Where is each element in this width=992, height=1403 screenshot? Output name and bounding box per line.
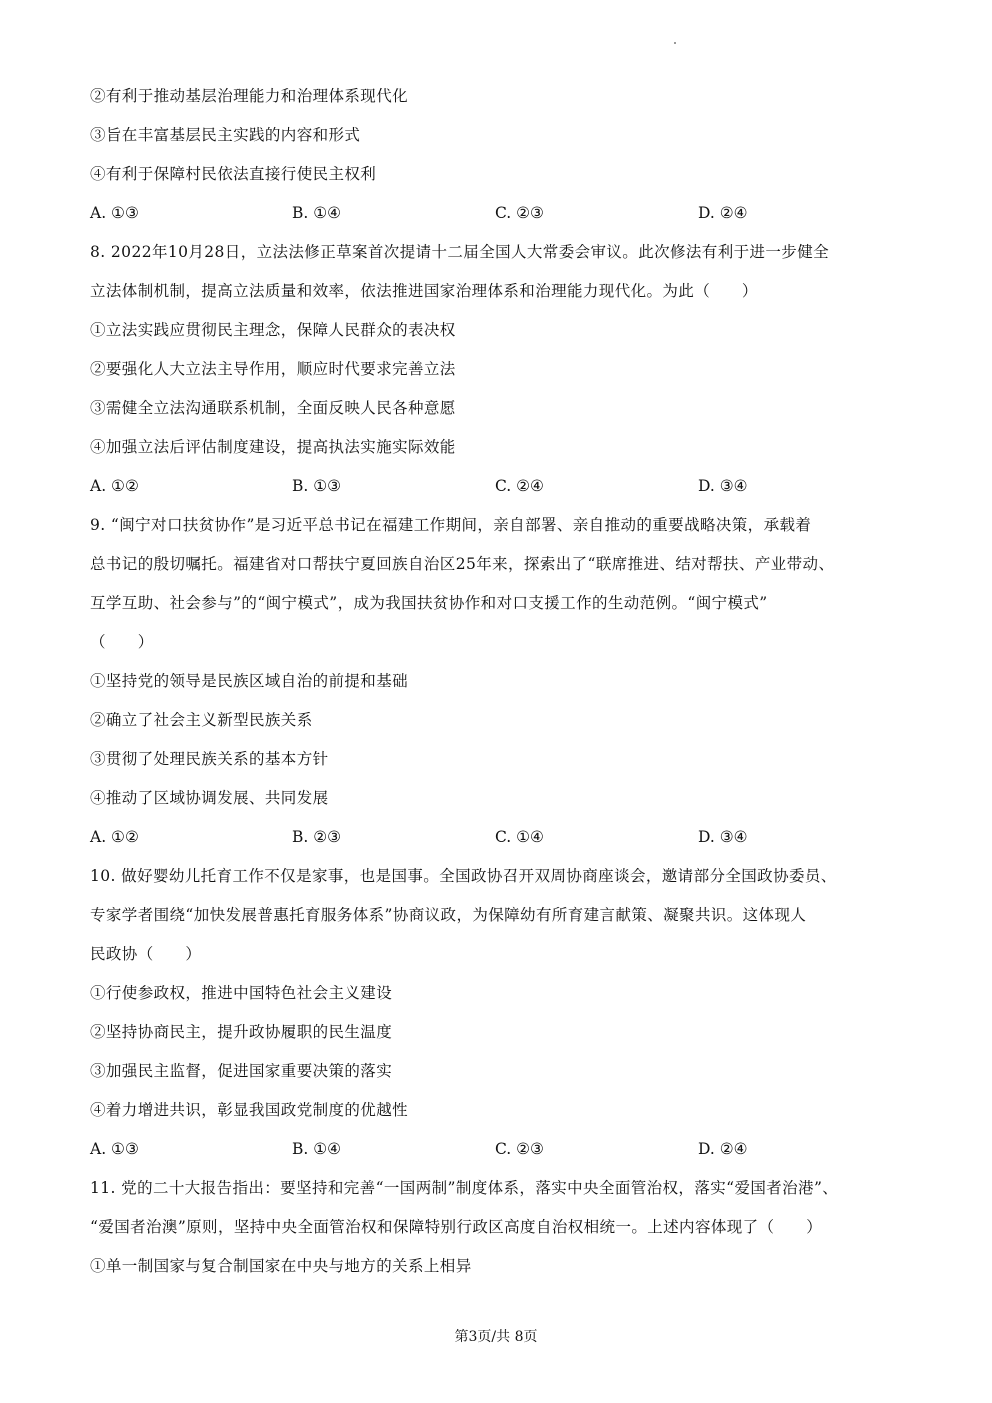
choice-d[interactable]: D. ②④ xyxy=(698,1140,748,1158)
scan-speck xyxy=(674,42,676,44)
choice-c[interactable]: C. ①④ xyxy=(495,828,544,846)
page-number: 第3页/共 8页 xyxy=(454,1329,538,1345)
choice-b[interactable]: B. ①③ xyxy=(292,477,342,495)
question-9-text: 9. “闽宁对口扶贫协作”是习近平总书记在福建工作期间，亲自部署、亲自推动的重要战略决策，承载着 xyxy=(90,516,812,534)
option-line: ②坚持协商民主，提升政协履职的民生温度 xyxy=(90,1023,393,1041)
option-line: ②确立了社会主义新型民族关系 xyxy=(90,711,313,729)
option-line: ③旨在丰富基层民主实践的内容和形式 xyxy=(90,126,361,144)
option-line: ①立法实践应贯彻民主理念，保障人民群众的表决权 xyxy=(90,321,456,339)
choice-c[interactable]: C. ②③ xyxy=(495,1140,544,1158)
option-line: ①单一制国家与复合制国家在中央与地方的关系上相异 xyxy=(90,1257,472,1275)
answer-choices-q9 xyxy=(90,827,890,847)
question-10-text: 民政协（ ） xyxy=(90,945,202,963)
question-9-text: 互学互助、社会参与”的“闽宁模式”，成为我国扶贫协作和对口支援工作的生动范例。“闽宁模式” xyxy=(90,594,768,612)
answer-choices-q7 xyxy=(90,203,890,223)
option-line: ④推动了区域协调发展、共同发展 xyxy=(90,789,329,807)
question-10-text: 专家学者围绕“加快发展普惠托育服务体系”协商议政，为保障幼有所育建言献策、凝聚共识。这体现人 xyxy=(90,906,807,924)
choice-c[interactable]: C. ②④ xyxy=(495,477,544,495)
answer-choices-q10 xyxy=(90,1139,890,1159)
choice-d[interactable]: D. ③④ xyxy=(698,828,748,846)
choice-b[interactable]: B. ①④ xyxy=(292,1140,342,1158)
option-line: ②要强化人大立法主导作用，顺应时代要求完善立法 xyxy=(90,360,456,378)
question-9-text: 总书记的殷切嘱托。福建省对口帮扶宁夏回族自治区25年来，探索出了“联席推进、结对帮扶、产业带动、 xyxy=(90,555,835,573)
option-line: ②有利于推动基层治理能力和治理体系现代化 xyxy=(90,87,409,105)
option-line: ③贯彻了处理民族关系的基本方针 xyxy=(90,750,329,768)
option-line: ①行使参政权，推进中国特色社会主义建设 xyxy=(90,984,393,1002)
choice-a[interactable]: A. ①② xyxy=(90,477,139,495)
answer-choices-q8 xyxy=(90,476,890,496)
choice-a[interactable]: A. ①② xyxy=(90,828,139,846)
option-line: ④加强立法后评估制度建设，提高执法实施实际效能 xyxy=(90,438,456,456)
option-line: ④着力增进共识，彰显我国政党制度的优越性 xyxy=(90,1101,409,1119)
option-line: ③加强民主监督，促进国家重要决策的落实 xyxy=(90,1062,393,1080)
choice-b[interactable]: B. ①④ xyxy=(292,204,342,222)
choice-a[interactable]: A. ①③ xyxy=(90,204,139,222)
question-10-text: 10. 做好婴幼儿托育工作不仅是家事，也是国事。全国政协召开双周协商座谈会，邀请部分全国政协委员、 xyxy=(90,867,837,885)
choice-a[interactable]: A. ①③ xyxy=(90,1140,139,1158)
choice-d[interactable]: D. ②④ xyxy=(698,204,748,222)
question-11-text: “爱国者治澳”原则，坚持中央全面管治权和保障特别行政区高度自治权相统一。上述内容体现了（ ） xyxy=(90,1218,823,1236)
choice-d[interactable]: D. ③④ xyxy=(698,477,748,495)
choice-b[interactable]: B. ②③ xyxy=(292,828,342,846)
option-line: ③需健全立法沟通联系机制，全面反映人民各种意愿 xyxy=(90,399,456,417)
option-line: ④有利于保障村民依法直接行使民主权利 xyxy=(90,165,377,183)
option-line: ①坚持党的领导是民族区域自治的前提和基础 xyxy=(90,672,409,690)
question-9-text: （ ） xyxy=(90,633,154,651)
question-8-text: 8. 2022年10月28日，立法法修正草案首次提请十二届全国人大常委会审议。此次修法有利于进一步健全 xyxy=(90,243,830,261)
question-11-text: 11. 党的二十大报告指出：要坚持和完善“一国两制”制度体系，落实中央全面管治权，落实“爱国者治港”、 xyxy=(90,1179,839,1197)
question-8-text: 立法体制机制，提高立法质量和效率，依法推进国家治理体系和治理能力现代化。为此（ ） xyxy=(90,282,758,300)
choice-c[interactable]: C. ②③ xyxy=(495,204,544,222)
